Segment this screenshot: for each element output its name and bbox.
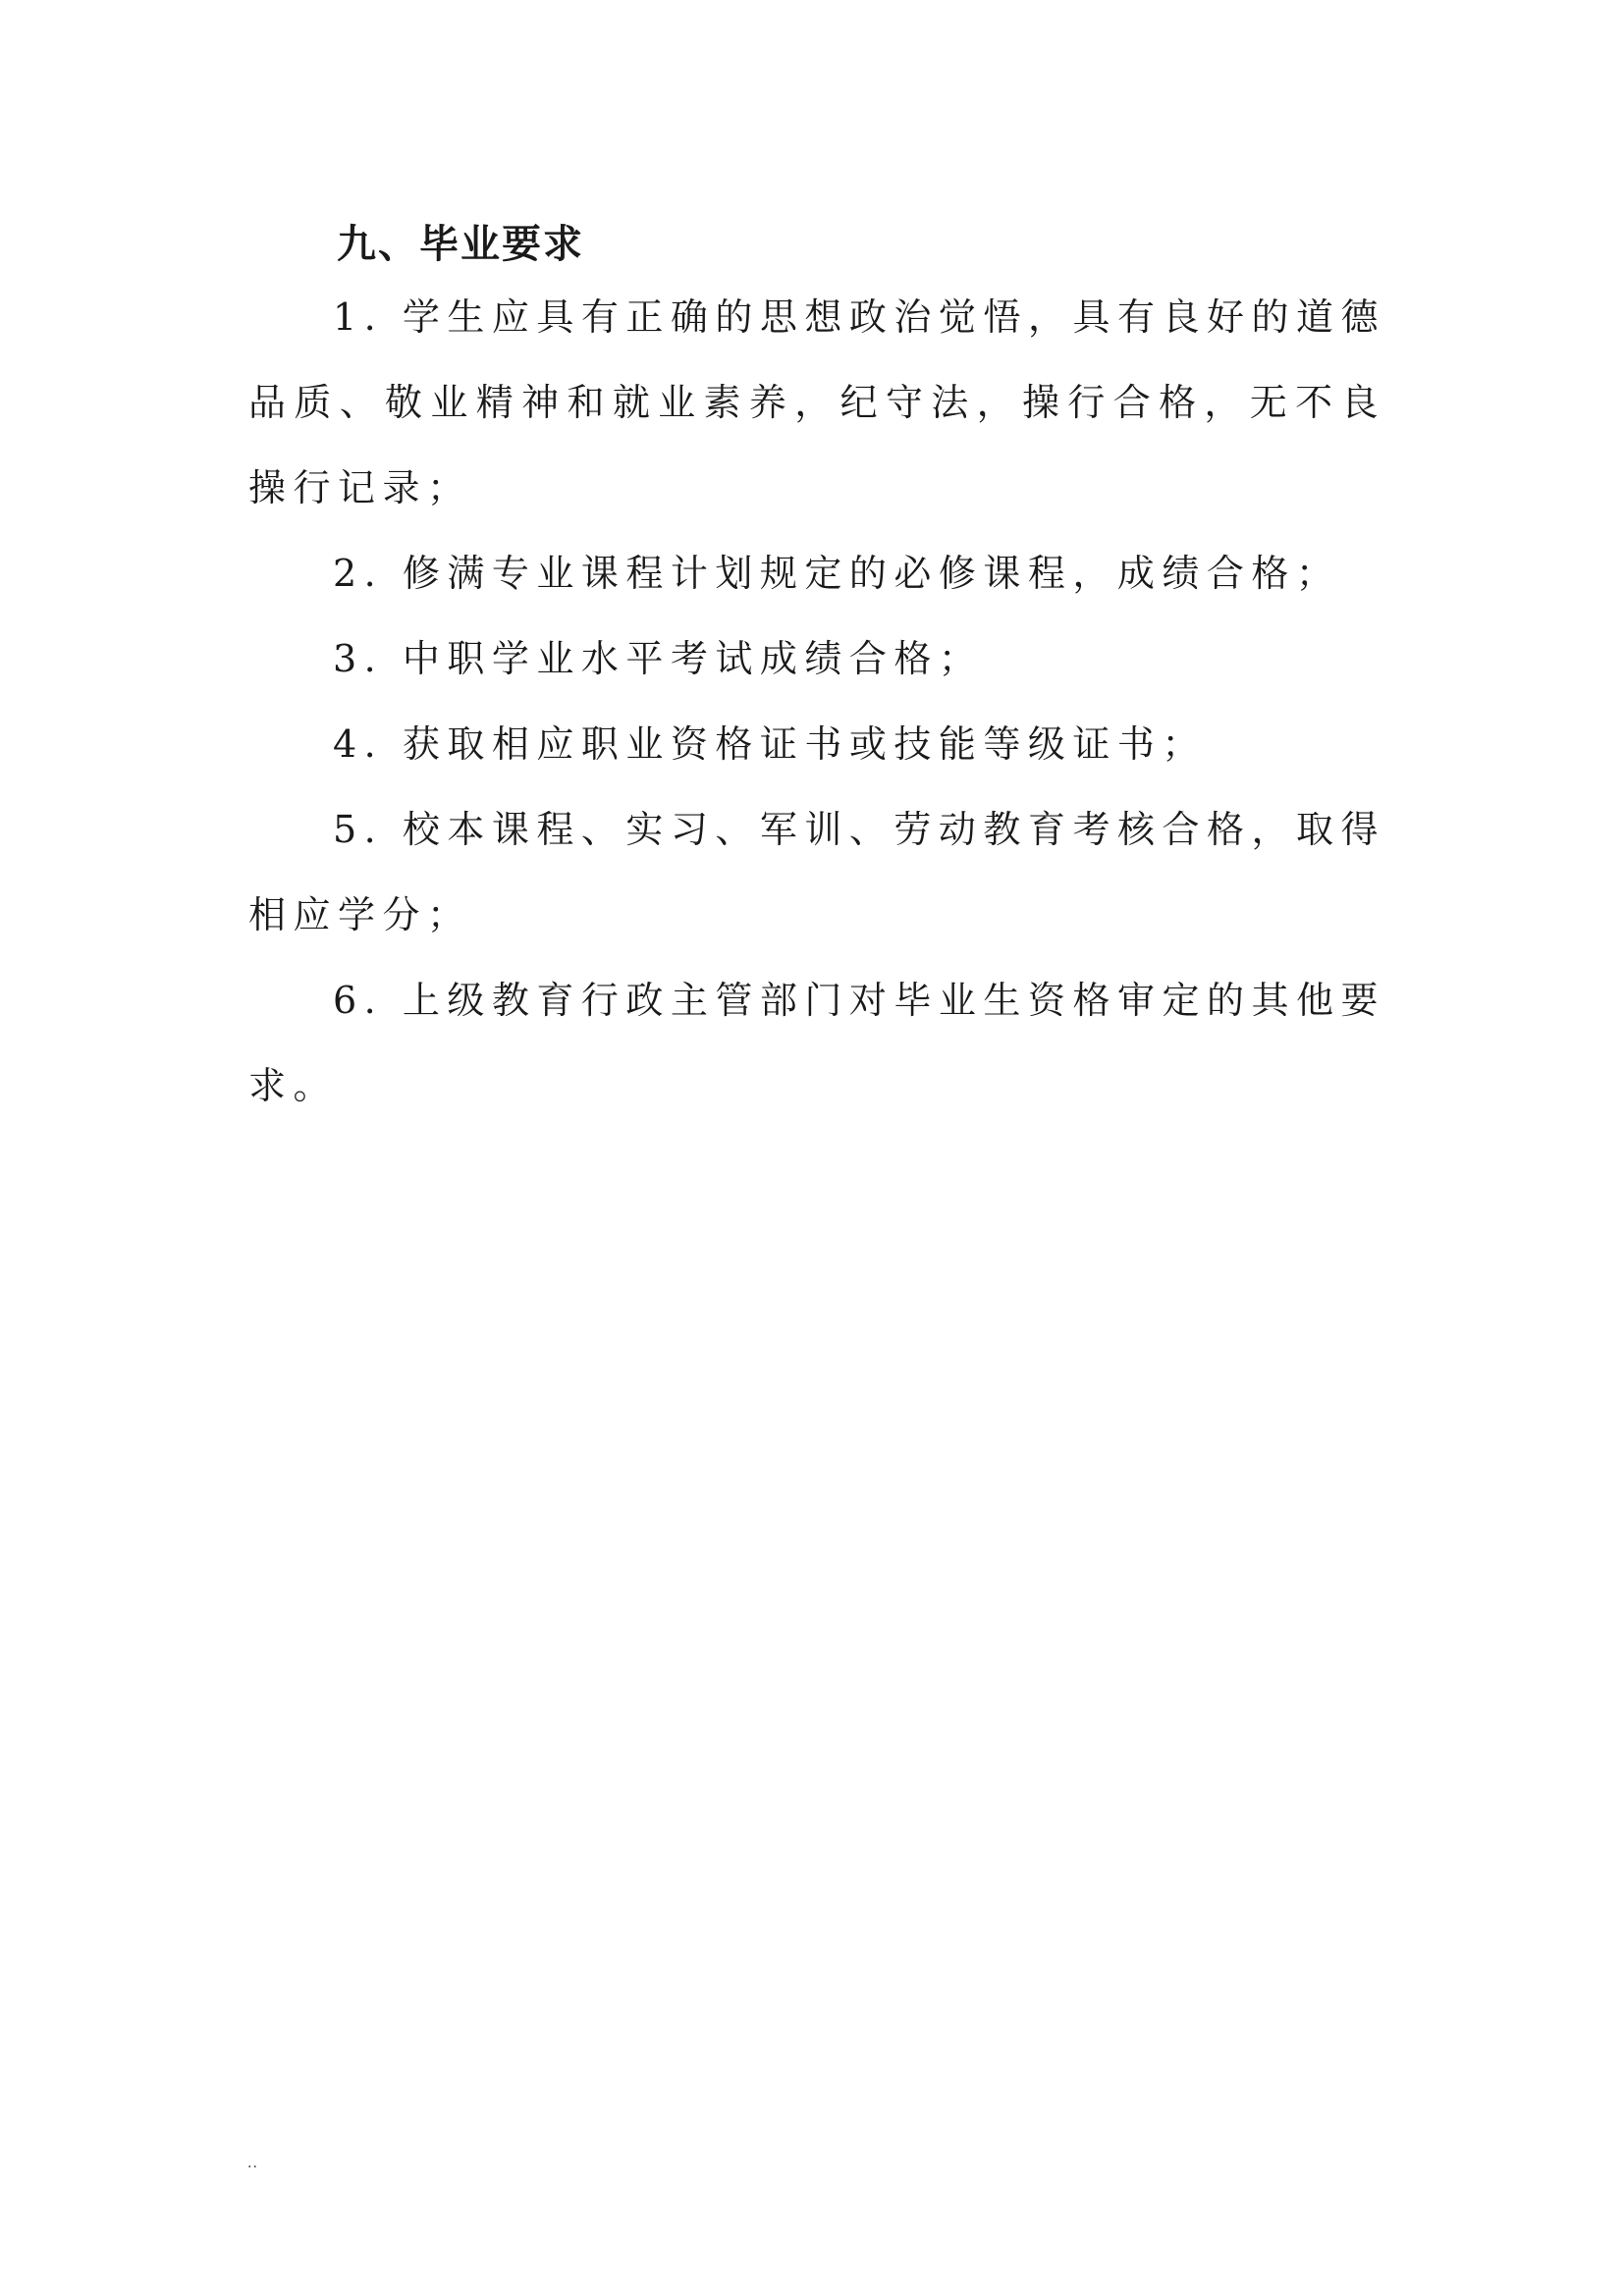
requirement-item-3: 3. 中职学业水平考试成绩合格；	[333, 637, 984, 680]
section-heading: 九、毕业要求	[337, 222, 584, 267]
requirement-item-5: 5. 校本课程、实习、军训、劳动教育考核合格，取得相应学分；	[248, 808, 1385, 936]
requirement-item-1: 1. 学生应具有正确的思想政治觉悟，具有良好的道德品质、敬业精神和就业素养，纪守法，操行合格，无不良操行记录；	[248, 295, 1385, 509]
requirement-item-4: 4. 获取相应职业资格证书或技能等级证书；	[333, 722, 1207, 766]
requirement-item-2: 2. 修满专业课程计划规定的必修课程，成绩合格；	[333, 552, 1341, 595]
footer-mark: ..	[247, 2156, 258, 2171]
requirement-item-6: 6. 上级教育行政主管部门对毕业生资格审定的其他要求。	[248, 979, 1385, 1107]
